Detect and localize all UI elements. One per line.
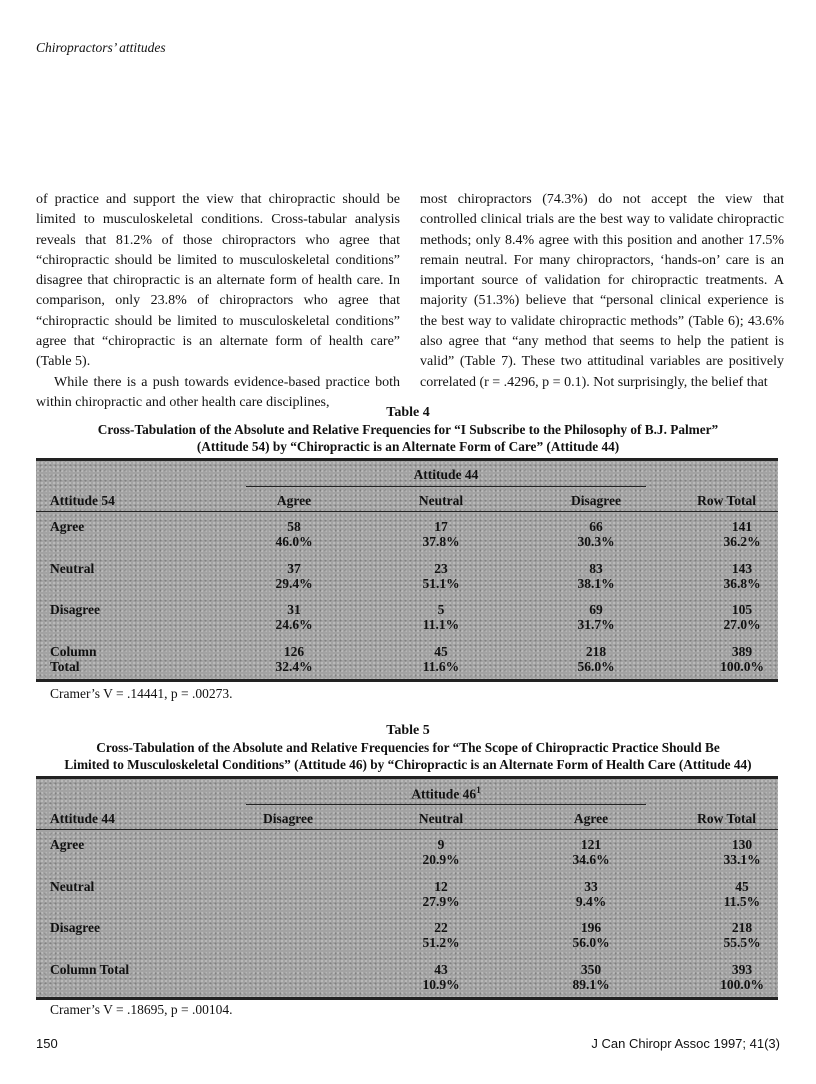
table5-cell: 12 27.9% (422, 879, 460, 909)
table5-cell: 393 100.0% (720, 962, 764, 992)
table4-row-label: Agree (50, 519, 85, 534)
table5-col-header: Agree (573, 811, 609, 826)
table5-group-header: Attitude $46^1$ (411, 785, 481, 802)
table5-row-header: Attitude 44 (50, 811, 115, 826)
body-paragraph: most chiropractors (74.3%) do not accept the view that controlled clinical trials are the best way to validate chiropractic methods; only 8.4% agree with this position and another 17.5% remain neutral. For many chiropractors, ‘hands-on’ care is an important source of validation for chiropractic treatments. A majority (51.3%) believe that “personal clinical experience is the best way to validate chiropractic methods” (Table 6); 43.6% also agree that “any method that seems to help the patient is valid” (Table 7). These two attitudinal variables are positively correlated (r = .4296, p = 0.1). Not surprisingly, the belief that (420, 192, 784, 390)
table5-cell: 22 51.2% (422, 920, 460, 950)
table5-caption-line1: Cross-Tabulation of the Absolute and Relative Frequencies for “The Scope of Chiropractic Practice Should Be (96, 740, 720, 755)
table5-row-label: Column Total (50, 962, 130, 977)
table4 (36, 458, 778, 682)
body-column-right (420, 190, 784, 393)
table4-cell: 17 37.8% (422, 519, 460, 549)
table5-cell: 196 56.0% (572, 920, 610, 950)
table5 (36, 776, 778, 1000)
table4-row-label: Column Total (50, 644, 97, 674)
table4-cell: 141 36.2% (723, 519, 761, 549)
table4-header-rule (36, 511, 778, 512)
table4-row-header: Attitude 54 (50, 493, 115, 508)
table4-note: Cramer’s V = .14441, p = .00273. (50, 686, 233, 701)
page-number: 150 (36, 1036, 58, 1051)
table5-cell: 350 89.1% (572, 962, 610, 992)
table5-col-header: Row Total (697, 811, 756, 826)
table5-note: Cramer’s V = .18695, p = .00104. (50, 1002, 233, 1017)
table4-col-header: Row Total (697, 493, 756, 508)
table4-col-header: Disagree (571, 493, 621, 508)
table4-cell: 31 24.6% (275, 602, 313, 632)
table4-caption (36, 404, 780, 455)
table5-row-label: Disagree (50, 920, 100, 935)
table4-cell: 37 29.4% (275, 561, 313, 591)
table4-col-header: Neutral (418, 493, 464, 508)
journal-citation: J Can Chiropr Assoc 1997; 41(3) (591, 1036, 780, 1051)
table5-cell: 43 10.9% (422, 962, 460, 992)
table5-col-header: Disagree (263, 811, 313, 826)
table5-caption (36, 722, 780, 773)
table5-cell: 45 11.5% (723, 879, 761, 909)
table4-cell: 83 38.1% (577, 561, 615, 591)
table4-cell: 389 100.0% (720, 644, 764, 674)
table4-cell: 45 11.6% (422, 644, 460, 674)
table5-row-label: Neutral (50, 879, 95, 894)
table5-caption-line2: Limited to Musculoskeletal Conditions” (Attitude 46) by “Chiropractic is an Alternate Form of Health Care (Attitude 44) (64, 757, 752, 772)
table5-number: Table 5 (386, 723, 430, 738)
table4-cell: 58 46.0% (275, 519, 313, 549)
running-head: Chiropractors’ attitudes (36, 40, 166, 55)
table4-col-header: Agree (276, 493, 312, 508)
table4-cell: 126 32.4% (275, 644, 313, 674)
table4-cell: 143 36.8% (723, 561, 761, 591)
table5-group-rule (246, 804, 646, 805)
table4-caption-line2: (Attitude 54) by “Chiropractic is an Alternate Form of Care” (Attitude 44) (196, 439, 620, 454)
table4-cell: 66 30.3% (577, 519, 615, 549)
table4-caption-line1: Cross-Tabulation of the Absolute and Relative Frequencies for “I Subscribe to the Philosophy of B.J. Palmer” (97, 422, 719, 437)
table4-cell: 218 56.0% (577, 644, 615, 674)
table4-group-header: Attitude 44 (413, 467, 479, 482)
table4-cell: 5 11.1% (422, 602, 460, 632)
table5-cell: 130 33.1% (723, 837, 761, 867)
body-column-left (36, 190, 400, 413)
table5-cell: 218 55.5% (723, 920, 761, 950)
table4-row-label: Disagree (50, 602, 100, 617)
table4-cell: 23 51.1% (422, 561, 460, 591)
table5-cell: 121 34.6% (572, 837, 610, 867)
table4-number: Table 4 (386, 405, 430, 420)
table4-row-label: Neutral (50, 561, 95, 576)
body-paragraph: of practice and support the view that chiropractic should be limited to musculoskeletal conditions. Cross-tabular analysis reveals that 81.2% of those chiropractors who agree that “chiropractic should be limited to musculoskeletal conditions” disagree that chiropractic is an alternate form of health care. In comparison, only 23.8% of chiropractors who agree that “chiropractic should be limited to musculoskeletal conditions” agree that “chiropractic is an alternate form of health care” (Table 5). (36, 192, 400, 370)
table4-cell: 69 31.7% (577, 602, 615, 632)
table5-header-rule (36, 829, 778, 830)
table4-group-rule (246, 486, 646, 487)
table5-cell: 33 9.4% (575, 879, 607, 909)
table5-row-label: Agree (50, 837, 85, 852)
table5-col-header: Neutral (418, 811, 464, 826)
body-paragraph: While there is a push towards evidence-based practice both within chiropractic and other health care disciplines, (36, 374, 400, 410)
table5-cell: 9 20.9% (422, 837, 460, 867)
table4-cell: 105 27.0% (723, 602, 761, 632)
